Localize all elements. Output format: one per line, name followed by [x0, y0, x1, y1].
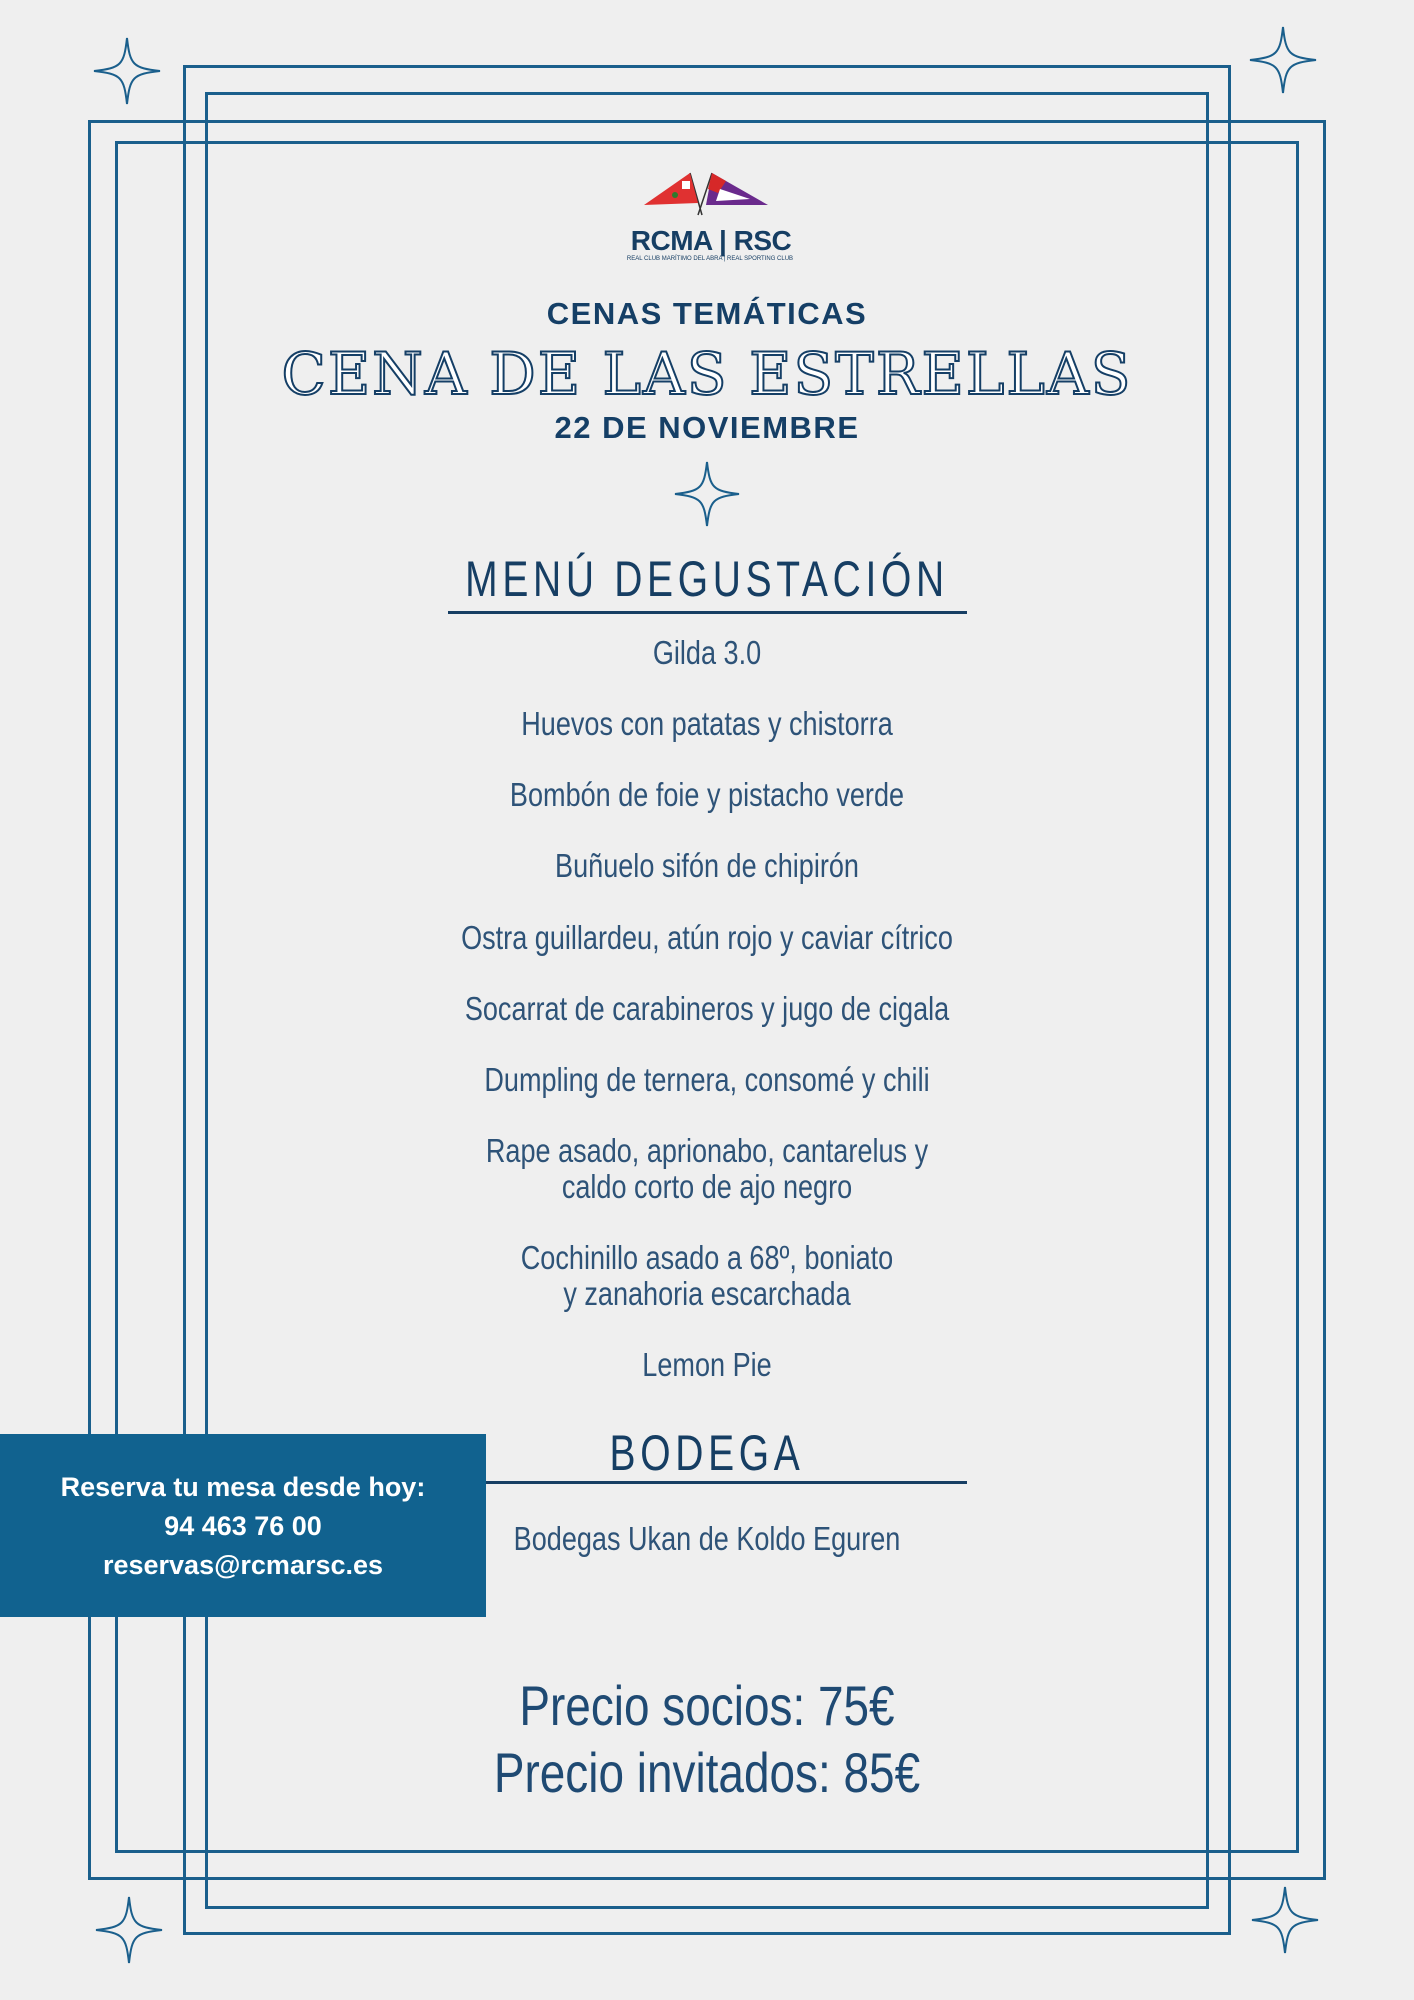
menu-dish: Rape asado, aprionabo, cantarelus y caldo corto de ajo negro	[485, 1132, 929, 1205]
menu-dish: Cochinillo asado a 68º, boniato y zanahoria escarchada	[520, 1239, 894, 1312]
menu-dish: Huevos con patatas y chistorra	[521, 705, 893, 742]
bodega-heading: BODEGA	[609, 1425, 805, 1481]
menu-heading: MENÚ DEGUSTACIÓN	[465, 551, 949, 607]
menu-dish: Lemon Pie	[642, 1346, 772, 1383]
sparkle-icon	[92, 36, 162, 106]
menu-dish: Ostra guillardeu, atún rojo y caviar cítrico	[461, 919, 953, 956]
menu-dish: Gilda 3.0	[652, 634, 762, 671]
reservation-phone[interactable]: 94 463 76 00	[164, 1511, 322, 1541]
price-guests: Precio invitados: 85€	[493, 1741, 921, 1804]
event-series: CENAS TEMÁTICAS	[546, 296, 868, 331]
club-logo-subtitle: REAL CLUB MARÍTIMO DEL ABRA | REAL SPORTING CLUB	[626, 256, 794, 262]
bodega-heading-rule	[470, 1481, 967, 1484]
event-title: CENA DE LAS ESTRELLAS	[281, 340, 1133, 408]
reservation-box	[0, 1434, 486, 1617]
club-logo-text: RCMA | RSC	[630, 225, 792, 256]
reservation-label: Reserva tu mesa desde hoy:	[60, 1472, 426, 1502]
sparkle-icon	[94, 1895, 164, 1965]
menu-heading-rule	[448, 611, 967, 614]
reservation-email[interactable]: reservas@rcmarsc.es	[102, 1550, 384, 1580]
sparkle-icon	[1248, 25, 1318, 95]
menu-dish: Buñuelo sifón de chipirón	[555, 847, 859, 884]
menu-dish: Dumpling de ternera, consomé y chili	[484, 1061, 930, 1098]
price-members: Precio socios: 75€	[519, 1674, 895, 1737]
event-date: 22 DE NOVIEMBRE	[554, 410, 860, 445]
bodega-wine: Bodegas Ukan de Koldo Eguren	[513, 1520, 901, 1557]
menu-dish: Bombón de foie y pistacho verde	[509, 776, 905, 813]
sparkle-icon	[1250, 1885, 1320, 1955]
sparkle-icon	[673, 460, 741, 528]
menu-dish: Socarrat de carabineros y jugo de cigala	[464, 990, 950, 1027]
